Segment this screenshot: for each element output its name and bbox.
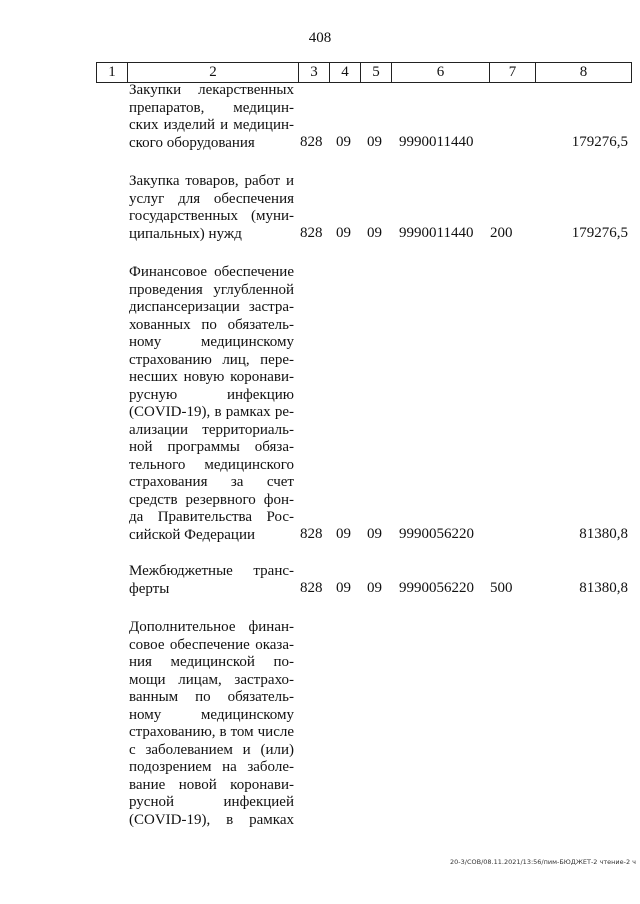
description-line: (COVID-19), в рамках [129,811,294,828]
description-line: вание новой коронави- [129,776,294,793]
cell-subsection: 09 [367,134,382,150]
cell-amount: 179276,5 [571,134,628,150]
description-line: Финансовое обеспечение [129,264,294,280]
description-line: ализации территориаль- [129,421,294,438]
description-line: (COVID-19), в рамках ре- [129,404,294,420]
cell-subsection: 09 [367,580,382,596]
description-line: ского оборудования [129,134,255,151]
description-line: сийской Федерации [129,526,256,543]
description-line: услуг для обеспечения [129,190,294,207]
cell-section: 09 [336,225,351,241]
description-line: Дополнительное финан- [129,619,294,635]
header-col-8: 8 [536,63,632,83]
cell-admin-code: 828 [300,526,323,542]
page-number: 408 [308,30,332,46]
description-line: с заболеванием и (или) [129,741,294,758]
description-line: да Правительства Рос- [129,509,294,525]
description-line: страхованию лиц, пере- [129,351,294,368]
description-line: страхования за счет [129,474,294,490]
header-col-4: 4 [330,63,361,83]
cell-admin-code: 828 [300,225,323,241]
description-line: ному медицинскому [129,706,294,723]
description-line: ния медицинской по- [129,654,294,670]
description-line: ной программы обяза- [129,439,294,455]
document-footer-code: 20-3/СОВ/08.11.2021/13:56/пим-БЮДЖЕТ-2 чтение-2 ч [450,858,636,866]
cell-target-article: 9990011440 [399,134,474,150]
header-col-5: 5 [361,63,392,83]
description-line: мощи лицам, застрахо- [129,671,294,688]
description-line: Закупки лекарственных [129,82,294,98]
description-line: ферты [129,580,170,597]
description-line: государственных (муни- [129,208,294,224]
description-line: несших новую коронави- [129,369,294,385]
cell-amount: 81380,8 [579,526,628,542]
description-line: диспансеризации застра- [129,299,294,315]
description-line: хованных по обязатель- [129,316,294,333]
header-col-6: 6 [392,63,490,83]
cell-section: 09 [336,580,351,596]
cell-amount: 179276,5 [571,225,628,241]
header-col-7: 7 [490,63,536,83]
cell-subsection: 09 [367,225,382,241]
row-description [129,563,294,598]
cell-admin-code: 828 [300,580,323,596]
header-col-2: 2 [128,63,299,83]
row-description [129,264,294,544]
description-line: ских изделий и медицин- [129,117,294,133]
description-line: Межбюджетные транс- [129,563,294,579]
description-line: Закупка товаров, работ и [129,173,294,189]
cell-amount: 81380,8 [579,580,628,596]
description-line: препаратов, медицин- [129,99,294,116]
cell-expense-type: 200 [490,225,513,241]
description-line: ванным по обязатель- [129,689,294,705]
description-line: ципальных) нужд [129,225,242,242]
cell-target-article: 9990056220 [399,580,474,596]
cell-target-article: 9990056220 [399,526,474,542]
description-line: средств резервного фон- [129,491,294,508]
cell-expense-type: 500 [490,580,513,596]
description-line: проведения углубленной [129,281,294,298]
column-number-header [96,62,632,83]
description-line: русную инфекцию [129,386,294,403]
description-line: совое обеспечение оказа- [129,636,294,653]
row-description [129,82,294,152]
cell-section: 09 [336,526,351,542]
cell-admin-code: 828 [300,134,323,150]
description-line: ному медицинскому [129,334,294,350]
description-line: тельного медицинского [129,456,294,473]
description-line: подозрением на заболе- [129,759,294,775]
row-description [129,619,294,829]
cell-subsection: 09 [367,526,382,542]
cell-section: 09 [336,134,351,150]
description-line: русной инфекцией [129,794,294,810]
row-description [129,173,294,243]
header-row [97,63,632,83]
cell-target-article: 9990011440 [399,225,474,241]
header-col-1: 1 [97,63,128,83]
header-col-3: 3 [299,63,330,83]
description-line: страхованию, в том числе [129,724,294,740]
